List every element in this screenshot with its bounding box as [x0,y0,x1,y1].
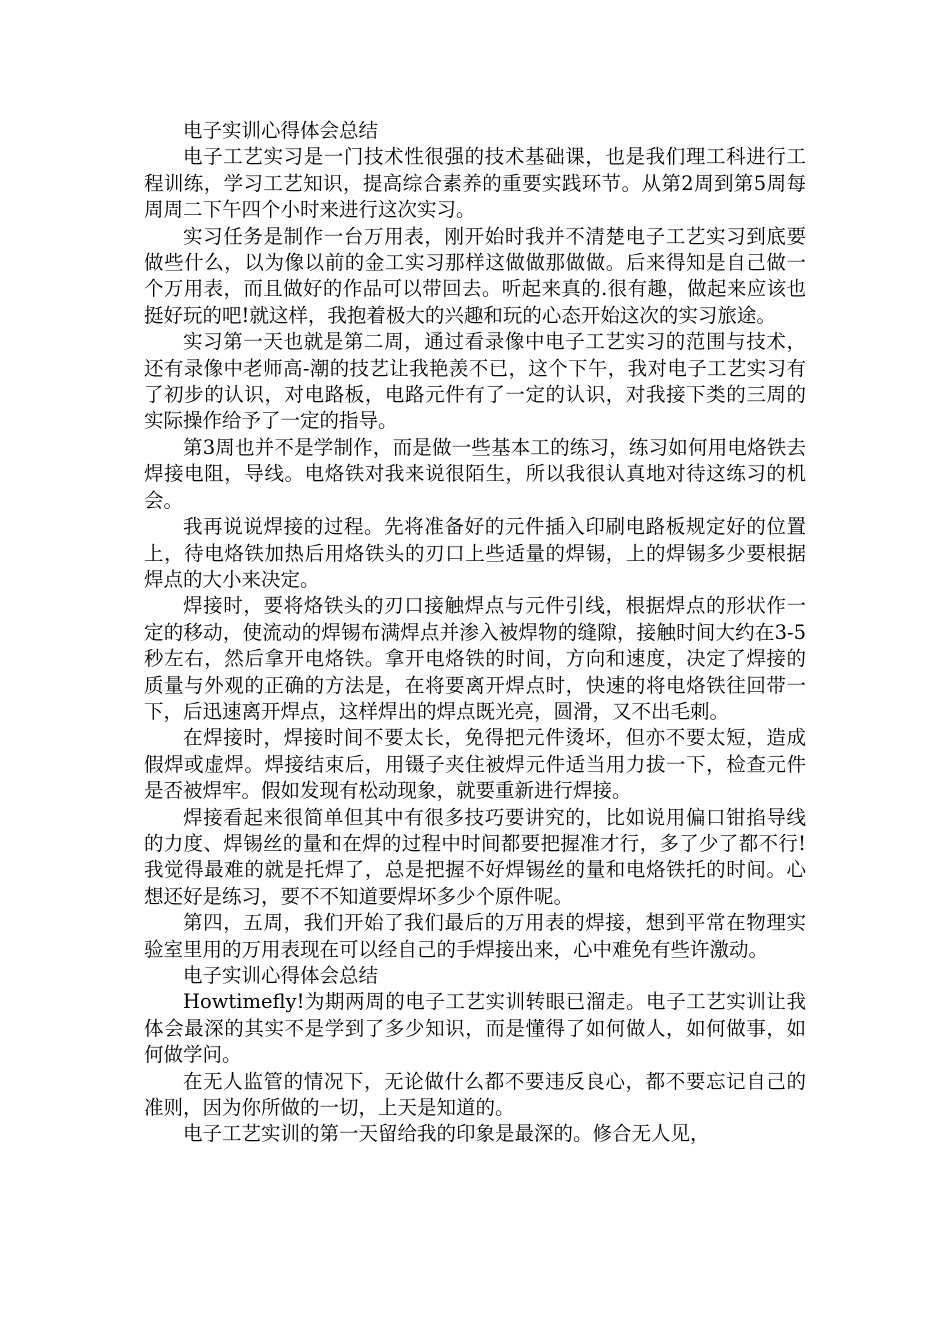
paragraph: 焊接看起来很简单但其中有很多技巧要讲究的，比如说用偏口钳掐导线的力度、焊锡丝的量和在焊的过程中时间都要把握准才行，多了少了都不行!我觉得最难的就是托焊了，总是把握不好焊锡丝的量和电烙铁托的时间。心想还好是练习，要不不知道要焊坏多少个原件呢。 [144,805,806,908]
paragraph: 我再说说焊接的过程。先将准备好的元件插入印刷电路板规定好的位置上，待电烙铁加热后用烙铁头的刃口上些适量的焊锡，上的焊锡多少要根据焊点的大小来决定。 [144,515,806,591]
paragraph: 电子工艺实训的第一天留给我的印象是最深的。修合无人见， [183,1122,710,1146]
paragraph: 第3周也并不是学制作，而是做一些基本工的练习，练习如何用电烙铁去焊接电阻，导线。电烙铁对我来说很陌生，所以我很认真地对待这练习的机会。 [144,435,806,512]
section-heading: 电子实训心得体会总结 [183,119,379,142]
paragraph: 电子工艺实习是一门技术性很强的技术基础课，也是我们理工科进行工程训练，学习工艺知识，提高综合素养的重要实践环节。从第2周到第5周每周周二下午四个小时来进行这次实习。 [144,145,806,222]
paragraph: 实习任务是制作一台万用表，刚开始时我并不清楚电子工艺实习到底要做些什么，以为像以前的金工实习那样这做做那做做。后来得知是自己做一个万用表，而且做好的作品可以带回去。听起来真的.很有趣，做起来应该也挺好玩的吧!就这样，我抱着极大的兴趣和玩的心态开始这次的实习旅途。 [144,224,806,327]
section-heading: 电子实训心得体会总结 [183,964,379,987]
paragraph: 在焊接时，焊接时间不要太长，免得把元件烫坏，但亦不要太短，造成假焊或虚焊。焊接结束后，用镊子夹住被焊元件适当用力拔一下，检查元件是否被焊牢。假如发现有松动现象，就要重新进行焊接。 [144,726,806,803]
paragraph: 第四，五周，我们开始了我们最后的万用表的焊接，想到平常在物理实验室里用的万用表现在可以经自己的手焊接出来，心中难免有些许激动。 [144,911,806,961]
paragraph: 在无人监管的情况下，无论做什么都不要违反良心，都不要忘记自己的准则，因为你所做的一切，上天是知道的。 [144,1069,806,1120]
paragraph: Howtimefly!为期两周的电子工艺实训转眼已溜走。电子工艺实训让我体会最深的其实不是学到了多少知识，而是懂得了如何做人，如何做事，如何做学问。 [144,990,806,1067]
document-body [144,118,806,1148]
paragraph: 实习第一天也就是第二周，通过看录像中电子工艺实习的范围与技术，还有录像中老师高-潮的技艺让我艳羡不已，这个下午，我对电子工艺实习有了初步的认识，对电路板，电路元件有了一定的认识，对我接下类的三周的实际操作给予了一定的指导。 [144,330,806,433]
paragraph: 焊接时，要将烙铁头的刃口接触焊点与元件引线，根据焊点的形状作一定的移动，使流动的焊锡布满焊点并渗入被焊物的缝隙，接触时间大约在3-5秒左右，然后拿开电烙铁。拿开电烙铁的时间，方向和速度，决定了焊接的质量与外观的正确的方法是，在将要离开焊点时，快速的将电烙铁往回带一下，后迅速离开焊点，这样焊出的焊点既光亮，圆滑，又不出毛刺。 [144,594,806,723]
